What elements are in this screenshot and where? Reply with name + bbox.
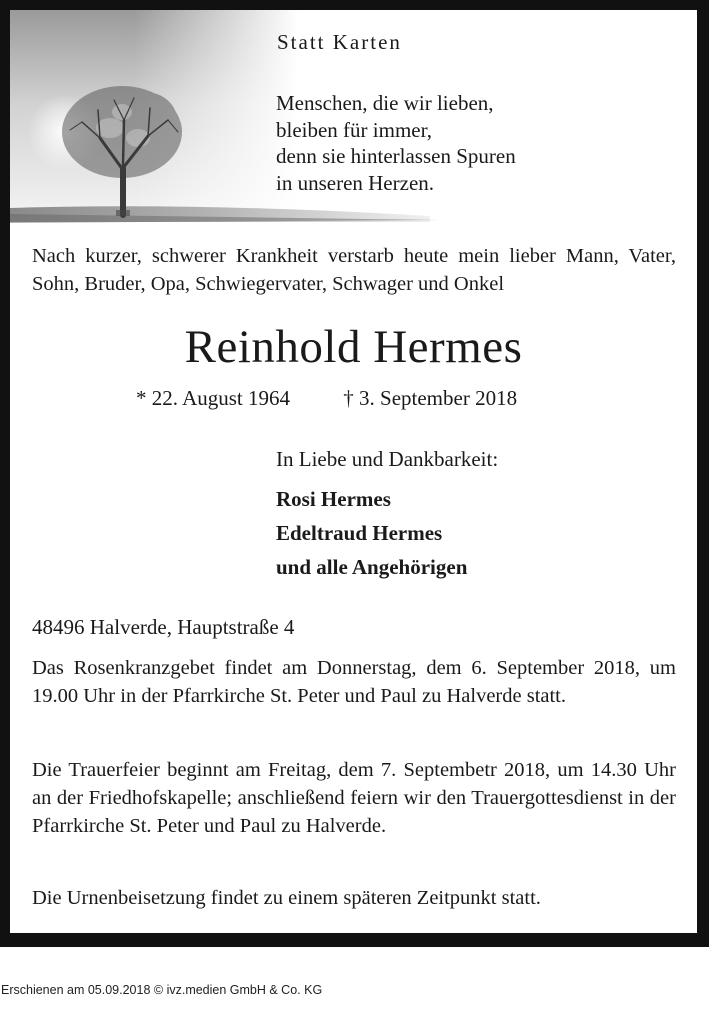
rosary-paragraph: Das Rosenkranzgebet findet am Donnerstag, dem 6. September 2018, um 19.00 Uhr in der Pfarrkirche St. Peter und Paul zu Halverde statt. <box>32 657 676 707</box>
life-dates <box>136 386 517 411</box>
mourners-list <box>276 482 498 584</box>
notice-card <box>10 10 697 933</box>
mourner-name: Rosi Hermes <box>276 487 391 511</box>
deceased-name: Reinhold Hermes <box>184 321 523 373</box>
poem-line: Menschen, die wir lieben, <box>276 91 494 115</box>
birth-date: * 22. August 1964 <box>136 386 291 410</box>
poem <box>276 90 516 196</box>
poem-line: bleiben für immer, <box>276 117 433 142</box>
poem-line: denn sie hinterlassen Spuren <box>276 144 516 168</box>
mourner-name: und alle Angehörigen <box>276 555 468 579</box>
burial-paragraph: Die Urnenbeisetzung findet zu einem späteren Zeitpunkt statt. <box>32 887 541 909</box>
poem-line: in unseren Herzen. <box>276 170 435 195</box>
mourners-block <box>276 447 498 584</box>
notice-heading: Statt Karten <box>277 30 402 54</box>
address: 48496 Halverde, Hauptstraße 4 <box>32 615 295 639</box>
intro-text: Nach kurzer, schwerer Krankheit verstarb heute mein lieber Mann, Vater, Sohn, Bruder, Opa, Schwiegervater, Schwager und Onkel <box>32 245 676 295</box>
funeral-paragraph: Die Trauerfeier beginnt am Freitag, dem 7. Septembetr 2018, um 14.30 Uhr an der Friedhofskapelle; anschließend feiern wir den Trauergottesdienst in der Pfarrkirche St. Peter und Paul zu Halverde. <box>32 759 676 837</box>
header-image <box>10 10 697 235</box>
death-date: † 3. September 2018 <box>343 386 518 410</box>
publication-footer: Erschienen am 05.09.2018 © ivz.medien GmbH & Co. KG <box>1 983 323 997</box>
mourners-lead: In Liebe und Dankbarkeit: <box>276 447 499 471</box>
mourner-name: Edeltraud Hermes <box>276 521 443 545</box>
